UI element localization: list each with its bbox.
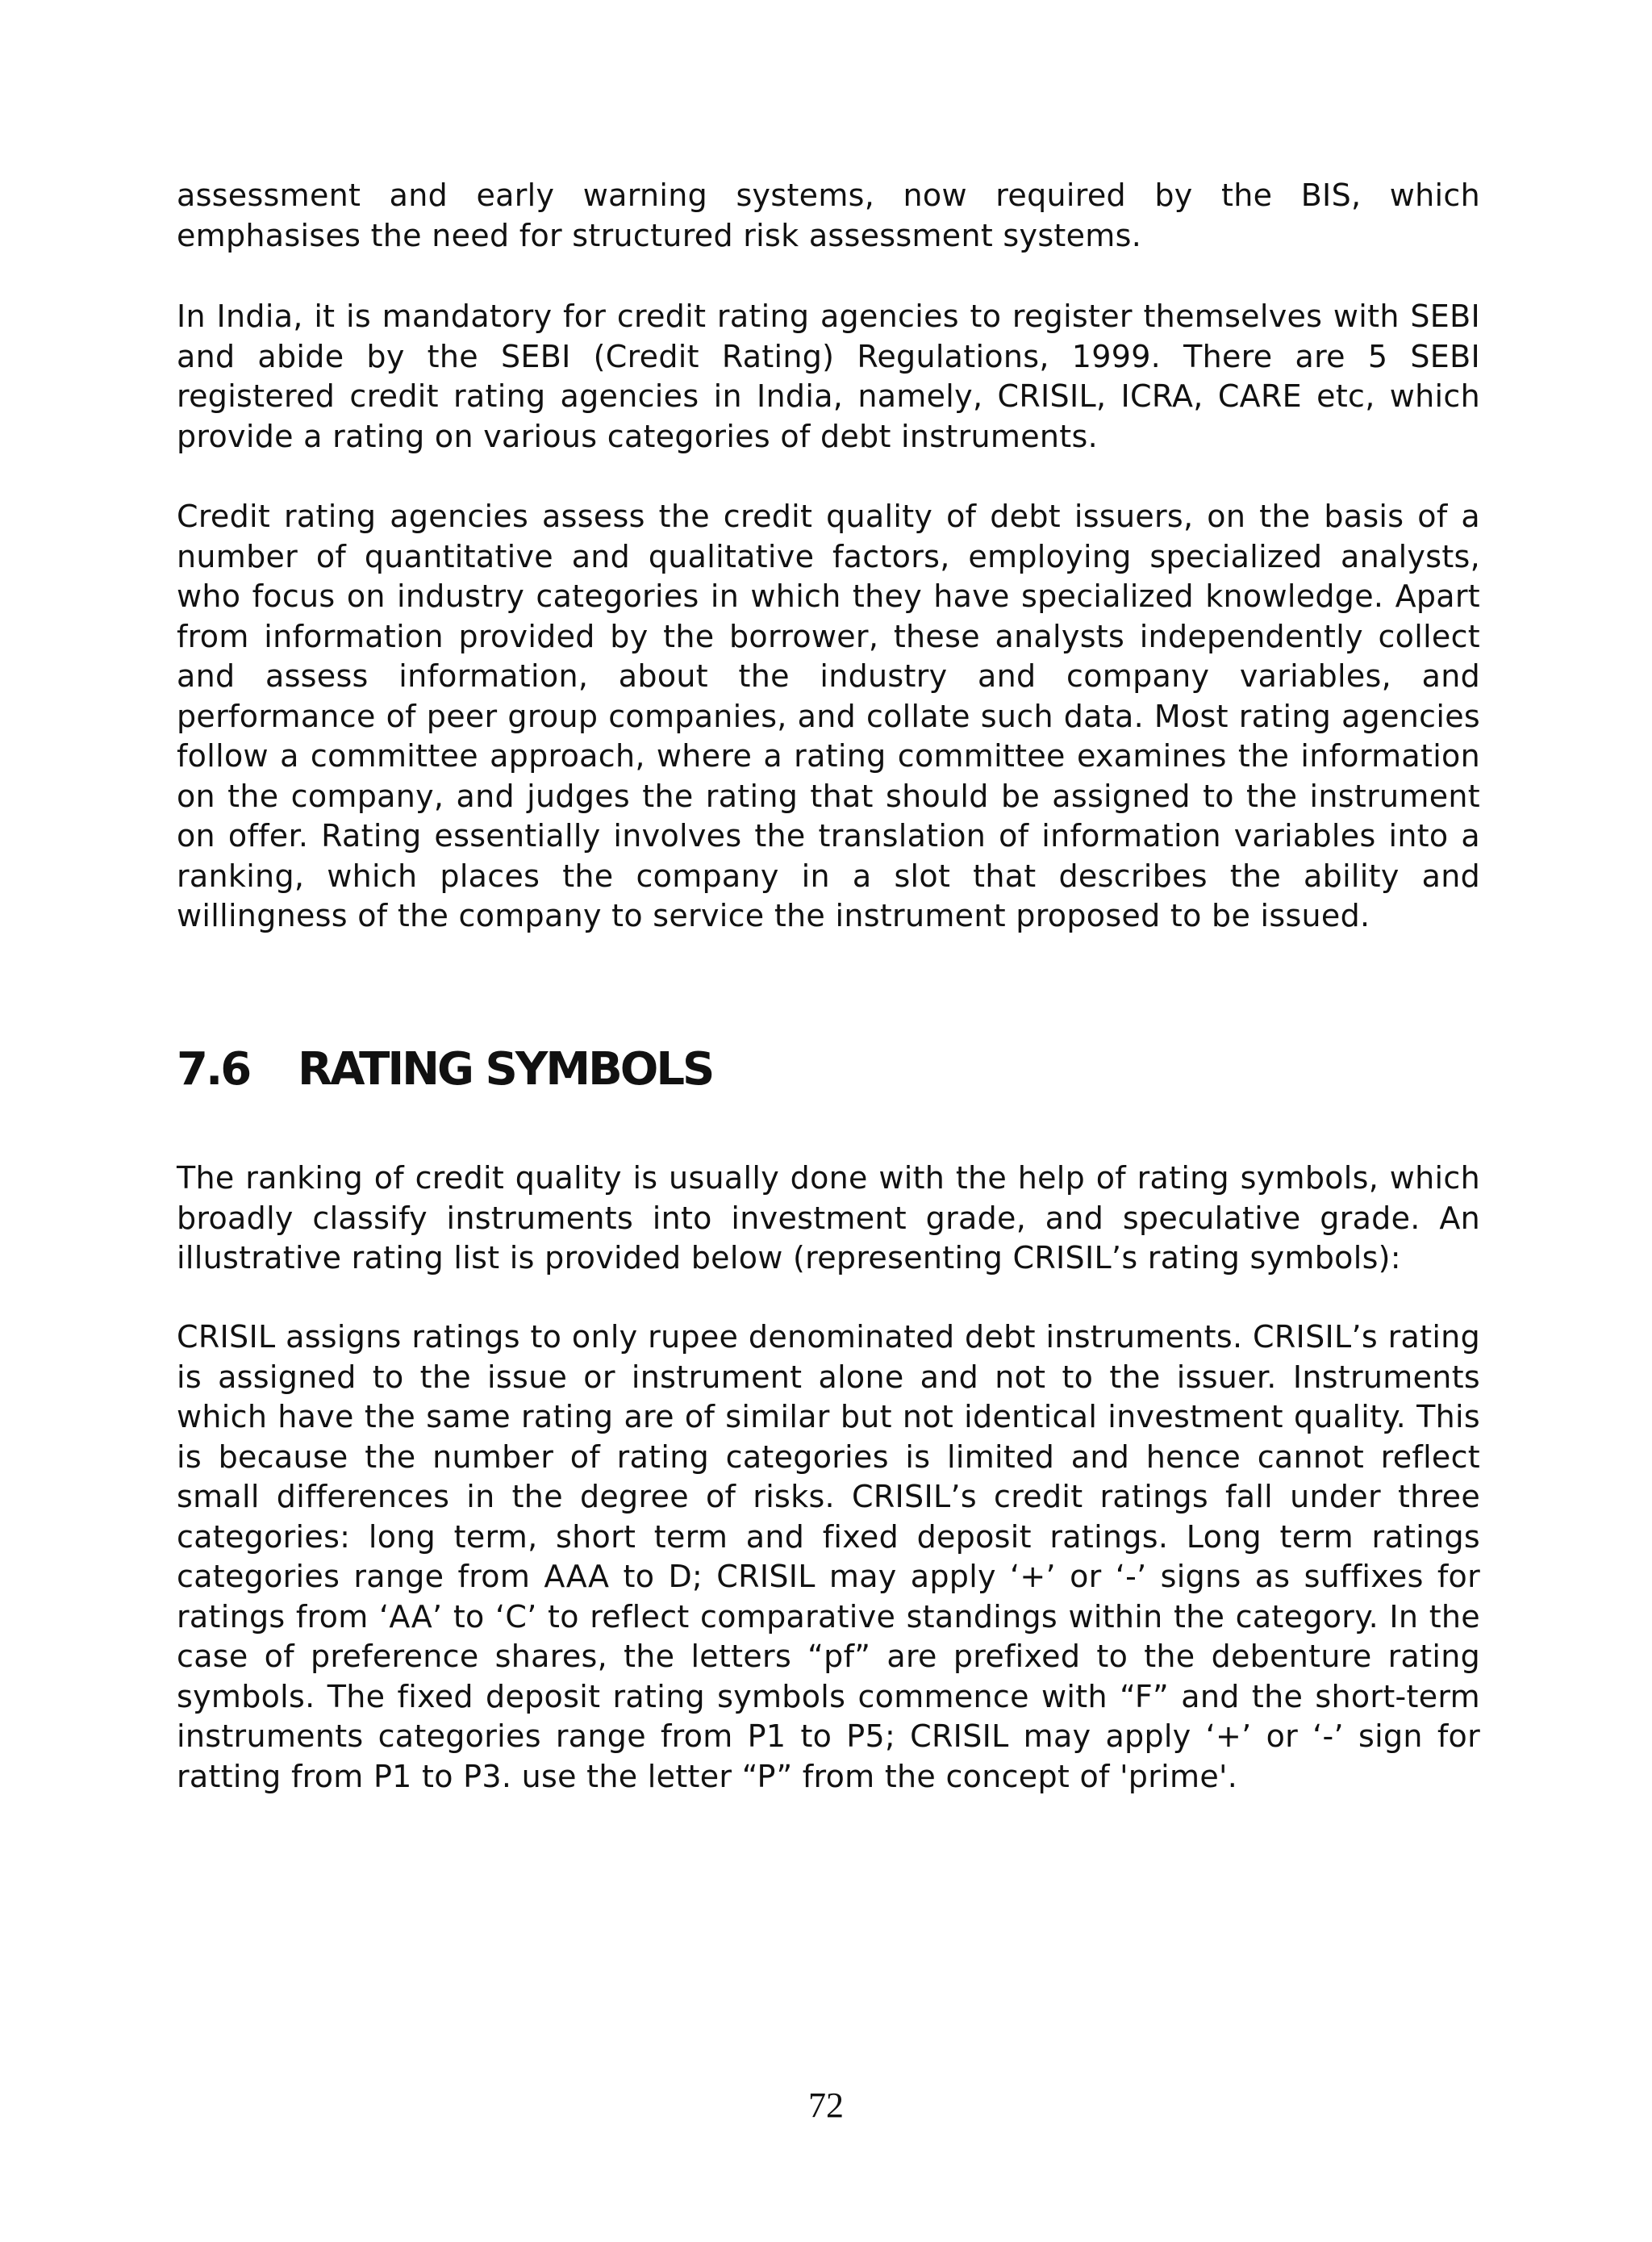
paragraph-rating-symbols-intro: The ranking of credit quality is usually done with the help of rating symbols, which broadly classify instruments into investment grade, and speculative grade. An illustrative rating list is provided below (representing CRISIL’s rating symbols): bbox=[177, 1160, 1480, 1275]
page-number: 72 bbox=[808, 2085, 844, 2125]
paragraph-sebi-registration: In India, it is mandatory for credit rating agencies to register themselves with SEBI and abide by the SEBI (Credit Rating) Regulations, 1999. There are 5 SEBI registered credit rating agencies in India, namely, CRISIL, ICRA, CARE etc, which provide a rating on various categories of debt instruments. bbox=[177, 299, 1480, 454]
section-heading bbox=[177, 1041, 712, 1099]
paragraph-rating-process: Credit rating agencies assess the credit quality of debt issuers, on the basis of a number of quantitative and qualitative factors, employing specialized analysts, who focus on industry categories in which they have specialized knowledge. Apart from information provided by the borrower, these analysts independently collect and assess information, about the industry and company variables, and performance of peer group companies, and collate such data. Most rating agencies follow a committee approach, where a rating committee examines the information on the company, and judges the rating that should be assigned to the instrument on offer. Rating essentially involves the translation of information variables into a ranking, which places the company in a slot that describes the ability and willingness of the company to service the instrument proposed to be issued. bbox=[177, 499, 1480, 933]
section-title: RATING SYMBOLS bbox=[298, 1043, 713, 1096]
paragraph-crisil-ratings: CRISIL assigns ratings to only rupee denominated debt instruments. CRISIL’s rating is assigned to the issue or instrument alone and not to the issuer. Instruments which have the same rating are of similar but not identical investment quality. This is because the number of rating categories is limited and hence cannot reflect small differences in the degree of risks. CRISIL’s credit ratings fall under three categories: long term, short term and fixed deposit ratings. Long term ratings categories range from AAA to D; CRISIL may apply ‘+’ or ‘-’ signs as suffixes for ratings from ‘AA’ to ‘C’ to reflect comparative standings within the category. In the case of preference shares, the letters “pf” are prefixed to the debenture rating symbols. The fixed deposit rating symbols commence with “F” and the short-term instruments categories range from P1 to P5; CRISIL may apply ‘+’ or ‘-’ sign for ratting from P1 to P3. use the letter “P” from the concept of 'prime'. bbox=[177, 1319, 1480, 1794]
paragraph-bis-assessment: assessment and early warning systems, now required by the BIS, which emphasises the need for structured risk assessment systems. bbox=[177, 177, 1480, 253]
section-number: 7.6 bbox=[177, 1043, 250, 1096]
